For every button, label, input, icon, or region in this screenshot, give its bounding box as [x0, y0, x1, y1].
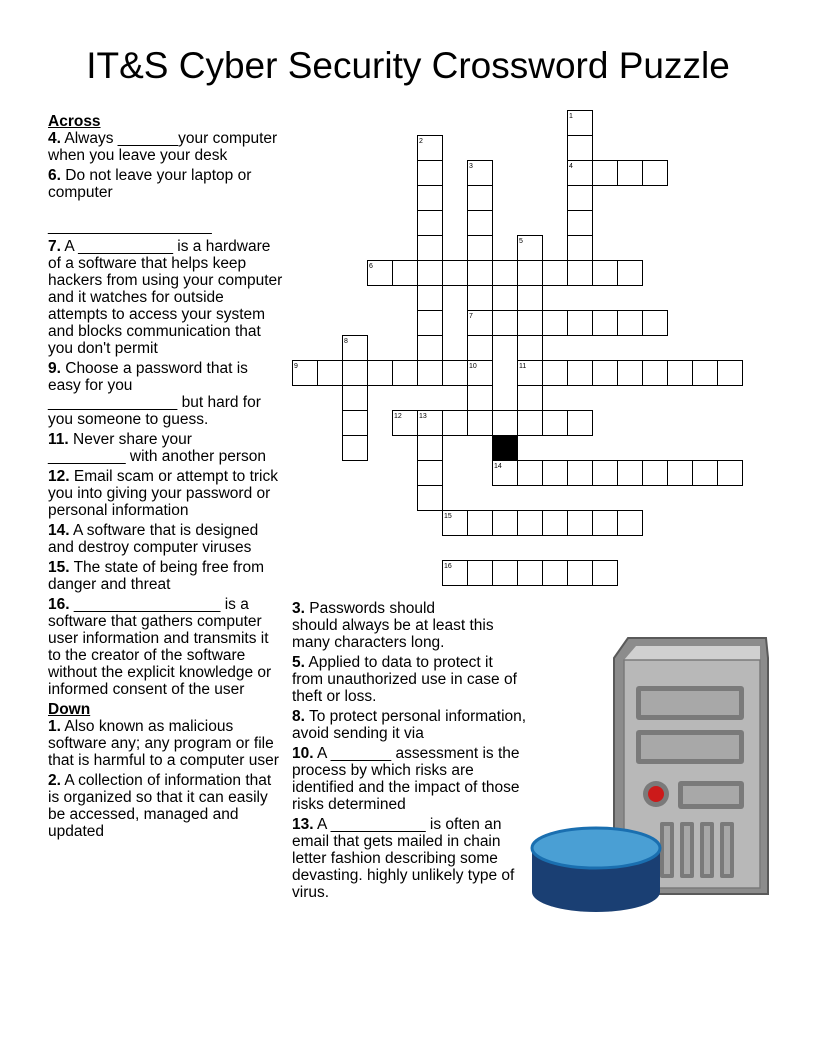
clue-item — [48, 130, 284, 164]
grid-cell[interactable] — [443, 411, 468, 436]
clue-number: 1. — [48, 718, 61, 735]
grid-cell[interactable] — [418, 336, 443, 361]
grid-cell[interactable] — [418, 311, 443, 336]
grid-cell[interactable] — [543, 411, 568, 436]
grid-cell[interactable] — [443, 361, 468, 386]
clue-item — [48, 360, 284, 428]
grid-cell-number: 7 — [469, 313, 473, 320]
grid-cell[interactable] — [643, 461, 668, 486]
clue-text: Applied to data to protect it from unauthorized use in case of theft or loss. — [292, 654, 517, 705]
grid-cell[interactable] — [418, 436, 443, 461]
grid-cell[interactable] — [468, 361, 493, 386]
clue-item — [48, 468, 284, 519]
grid-cell[interactable] — [568, 461, 593, 486]
grid-cell[interactable] — [468, 336, 493, 361]
grid-cell[interactable] — [593, 511, 618, 536]
across-heading: Across — [48, 113, 101, 130]
clue-item — [292, 816, 528, 901]
grid-cell[interactable] — [518, 411, 543, 436]
grid-cell[interactable] — [568, 186, 593, 211]
clue-number: 12. — [48, 468, 70, 485]
clues-column-middle — [292, 600, 528, 904]
grid-cell[interactable] — [468, 211, 493, 236]
grid-cell[interactable] — [518, 361, 543, 386]
grid-cell[interactable] — [343, 336, 368, 361]
grid-cell[interactable] — [543, 511, 568, 536]
clue-item — [292, 600, 528, 651]
grid-cell-number: 11 — [519, 363, 527, 370]
grid-cell[interactable] — [418, 211, 443, 236]
grid-cell[interactable] — [493, 311, 518, 336]
grid-cell[interactable] — [443, 511, 468, 536]
clue-text: Choose a password that is easy for you _______________ but hard for you someone to guess. — [48, 360, 261, 428]
grid-cell[interactable] — [618, 161, 643, 186]
clue-number: 11. — [48, 431, 69, 448]
grid-cell[interactable] — [518, 561, 543, 586]
clue-text: Never share your _________ with another person — [48, 431, 267, 465]
clue-text: A _______ assessment is the process by which risks are identified and the impact of those risks determined — [292, 745, 520, 813]
across-clue-list — [48, 130, 284, 698]
grid-cell[interactable] — [518, 336, 543, 361]
grid-cell[interactable] — [643, 161, 668, 186]
grid-cell-number: 13 — [419, 413, 427, 420]
grid-cell[interactable] — [318, 361, 343, 386]
grid-cell[interactable] — [568, 236, 593, 261]
grid-cell[interactable] — [418, 236, 443, 261]
clue-number: 9. — [48, 360, 61, 377]
grid-cell[interactable] — [343, 436, 368, 461]
grid-cell[interactable] — [468, 186, 493, 211]
grid-cell[interactable] — [418, 361, 443, 386]
grid-cell[interactable] — [543, 311, 568, 336]
grid-cell[interactable] — [468, 161, 493, 186]
grid-cell[interactable] — [618, 361, 643, 386]
grid-cell[interactable] — [593, 161, 618, 186]
grid-cell[interactable] — [468, 511, 493, 536]
down-clue-list — [48, 718, 284, 840]
grid-cell[interactable] — [593, 561, 618, 586]
clue-item — [48, 772, 284, 840]
clue-text: To protect personal information, avoid sending it via — [292, 708, 527, 742]
grid-cell[interactable] — [518, 511, 543, 536]
clue-text: A software that is designed and destroy computer viruses — [48, 522, 259, 556]
grid-cell[interactable] — [518, 286, 543, 311]
clue-item — [48, 238, 284, 357]
clue-text: _________________ is a software that gathers computer user information and transmits it to the creator of the software without the explicit knowledge or informed consent of the user — [48, 596, 272, 698]
grid-cell[interactable] — [468, 386, 493, 411]
grid-cell-number: 8 — [344, 338, 348, 345]
grid-cell[interactable] — [593, 311, 618, 336]
grid-cell[interactable] — [543, 361, 568, 386]
grid-cell-number: 3 — [469, 163, 473, 170]
grid-cell-number: 12 — [394, 413, 402, 420]
grid-cell[interactable] — [518, 236, 543, 261]
clue-number: 2. — [48, 772, 61, 789]
grid-cell-number: 9 — [294, 363, 298, 370]
grid-cell[interactable] — [418, 411, 443, 436]
grid-cell[interactable] — [618, 311, 643, 336]
grid-cell[interactable] — [418, 286, 443, 311]
clue-text: A collection of information that is organized so that it can easily be accessed, managed and updated — [48, 772, 272, 840]
clue-number: 4. — [48, 130, 61, 147]
grid-cell[interactable] — [468, 411, 493, 436]
clues-column-left — [48, 113, 284, 843]
database-disk-icon — [532, 828, 660, 912]
grid-cell[interactable] — [518, 311, 543, 336]
clue-number: 10. — [292, 745, 314, 762]
grid-cell[interactable] — [543, 461, 568, 486]
grid-cell[interactable] — [468, 236, 493, 261]
clue-text: A ___________ is a hardware of a software that helps keep hackers from using your computer and it watches for outside attempts to access your system and blocks communication that you don't permit — [48, 238, 283, 357]
grid-cell[interactable] — [493, 261, 518, 286]
grid-cell[interactable] — [718, 361, 743, 386]
grid-cell[interactable] — [693, 461, 718, 486]
grid-cell[interactable] — [343, 411, 368, 436]
grid-cell[interactable] — [418, 486, 443, 511]
grid-cell[interactable] — [568, 136, 593, 161]
grid-cell[interactable] — [568, 261, 593, 286]
grid-cell-number: 14 — [494, 463, 502, 470]
grid-cell-number: 1 — [569, 113, 573, 120]
puzzle-title: IT&S Cyber Security Crossword Puzzle — [86, 45, 730, 86]
clue-item — [48, 522, 284, 556]
clue-item — [48, 559, 284, 593]
grid-cell[interactable] — [293, 361, 318, 386]
grid-black-cell — [493, 436, 518, 461]
clue-number: 8. — [292, 708, 305, 725]
grid-cell[interactable] — [618, 461, 643, 486]
grid-cell[interactable] — [568, 161, 593, 186]
grid-cell[interactable] — [568, 311, 593, 336]
grid-cell[interactable] — [668, 461, 693, 486]
grid-cell[interactable] — [493, 411, 518, 436]
clue-number: 6. — [48, 167, 61, 184]
clue-item — [48, 718, 284, 769]
grid-cell[interactable] — [468, 311, 493, 336]
grid-cell[interactable] — [618, 511, 643, 536]
clue-number: 16. — [48, 596, 70, 613]
grid-cell[interactable] — [468, 561, 493, 586]
clue-number: 15. — [48, 559, 70, 576]
grid-cell[interactable] — [443, 261, 468, 286]
grid-cell[interactable] — [393, 361, 418, 386]
grid-cell[interactable] — [393, 261, 418, 286]
clue-item — [292, 708, 528, 742]
clue-number: 14. — [48, 522, 70, 539]
grid-cell[interactable] — [693, 361, 718, 386]
grid-cell[interactable] — [418, 261, 443, 286]
grid-cell[interactable] — [443, 561, 468, 586]
grid-cell[interactable] — [343, 386, 368, 411]
grid-cell[interactable] — [518, 386, 543, 411]
grid-cell[interactable] — [493, 561, 518, 586]
grid-cell[interactable] — [593, 461, 618, 486]
clue-item — [48, 167, 284, 235]
down-heading: Down — [48, 701, 91, 718]
grid-cell[interactable] — [393, 411, 418, 436]
grid-cell[interactable] — [568, 111, 593, 136]
clue-text: Passwords should should always be at least this many characters long. — [292, 600, 494, 651]
grid-cell[interactable] — [568, 361, 593, 386]
clue-number: 13. — [292, 816, 314, 833]
grid-cell[interactable] — [368, 261, 393, 286]
grid-cell-number: 2 — [419, 138, 423, 145]
clue-text: The state of being free from danger and threat — [48, 559, 264, 593]
grid-cell[interactable] — [618, 261, 643, 286]
grid-cell[interactable] — [493, 461, 518, 486]
grid-cell-number: 15 — [444, 513, 452, 520]
grid-cell[interactable] — [593, 261, 618, 286]
grid-cell-number: 6 — [369, 263, 373, 270]
grid-cell-number: 16 — [444, 563, 452, 570]
grid-cell[interactable] — [418, 186, 443, 211]
computer-artwork — [528, 636, 778, 936]
grid-cell[interactable] — [593, 361, 618, 386]
grid-cell[interactable] — [543, 261, 568, 286]
grid-cell[interactable] — [668, 361, 693, 386]
grid-cell[interactable] — [568, 511, 593, 536]
clue-number: 7. — [48, 238, 61, 255]
grid-cell[interactable] — [568, 411, 593, 436]
grid-cell[interactable] — [368, 361, 393, 386]
grid-cell[interactable] — [468, 261, 493, 286]
grid-cell[interactable] — [568, 561, 593, 586]
grid-cell[interactable] — [643, 311, 668, 336]
grid-cell[interactable] — [718, 461, 743, 486]
grid-cell[interactable] — [543, 561, 568, 586]
clue-text: Also known as malicious software any; any program or file that is harmful to a computer user — [48, 718, 279, 769]
clue-item — [292, 654, 528, 705]
clue-item — [48, 596, 284, 698]
clue-text: Email scam or attempt to trick you into giving your password or personal information — [48, 468, 279, 519]
clue-item — [48, 431, 284, 465]
grid-cell[interactable] — [418, 461, 443, 486]
grid-cell[interactable] — [518, 461, 543, 486]
grid-cell[interactable] — [493, 511, 518, 536]
down-clue-list-continued — [292, 600, 528, 901]
clue-item — [292, 745, 528, 813]
grid-cell[interactable] — [418, 136, 443, 161]
grid-cell[interactable] — [518, 261, 543, 286]
grid-cell[interactable] — [643, 361, 668, 386]
clue-number: 5. — [292, 654, 305, 671]
grid-cell-number: 10 — [469, 363, 477, 370]
grid-cell-number: 4 — [569, 163, 573, 170]
clue-text: Do not leave your laptop or computer ___________________ — [48, 167, 252, 235]
clue-text: A ___________ is often an email that gets mailed in chain letter fashion describing some devasting. highly unlikely type of virus. — [292, 816, 515, 901]
grid-cell[interactable] — [468, 286, 493, 311]
grid-cell[interactable] — [568, 211, 593, 236]
clue-text: Always _______your computer when you leave your desk — [48, 130, 278, 164]
grid-cell[interactable] — [418, 161, 443, 186]
clue-number: 3. — [292, 600, 305, 617]
grid-cell[interactable] — [343, 361, 368, 386]
grid-cell-number: 5 — [519, 238, 523, 245]
